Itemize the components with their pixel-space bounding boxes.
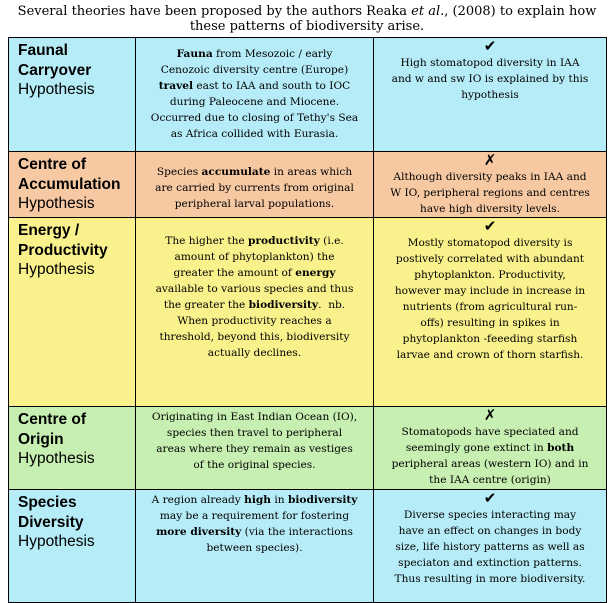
row-centre-of-accumulation [9, 152, 607, 218]
evidence-cell [374, 152, 607, 218]
description-cell [136, 38, 374, 152]
row-species-diversity [9, 490, 607, 603]
evidence-cell [374, 490, 607, 603]
description-text: A region already high in biodiversity may be a requirement for fostering more diversity (via the interactions between species). [151, 494, 358, 554]
hypothesis-name: Species Diversity Hypothesis [18, 494, 95, 550]
evidence-cell [374, 38, 607, 152]
description-text: Originating in East Indian Ocean (IO), species then travel to peripheral areas where they remain as vestiges of the original species. [151, 411, 358, 471]
check-mark-icon: ✔ [483, 489, 497, 507]
evidence-text: Diverse species interacting may have an effect on changes in body size, life history patterns as well as speciaton and extinction patterns. Thus resulting in more biodiversity. [394, 509, 586, 585]
hypothesis-name-cell [9, 490, 136, 603]
hypothesis-name-cell [9, 218, 136, 407]
cross-mark-icon: ✗ [483, 406, 497, 424]
description-text: The higher the productivity (i.e. amount of phytoplankton) the greater the amount of energy available to various species and thus the greater the biodiversity. nb. When productivity reaches a threshold, beyond this, biodiversity actually declines. [155, 235, 354, 359]
evidence-cell [374, 407, 607, 490]
row-centre-of-origin [9, 407, 607, 490]
hypothesis-name-cell [9, 38, 136, 152]
description-cell [136, 490, 374, 603]
description-text: Species accumulate in areas which are carried by currents from original peripheral larval populations. [155, 166, 354, 210]
hypotheses-table [8, 37, 607, 603]
hypothesis-name: Centre of Accumulation Hypothesis [18, 156, 121, 212]
evidence-text: High stomatopod diversity in IAA and w and sw IO is explained by this hypothesis [391, 57, 589, 101]
intro-text [0, 4, 614, 34]
evidence-text: Although diversity peaks in IAA and W IO, peripheral regions and centres have high diversity levels. [390, 171, 590, 215]
description-cell [136, 407, 374, 490]
hypothesis-name-cell [9, 407, 136, 490]
check-mark-icon: ✔ [483, 217, 497, 235]
hypothesis-name: Energy / Productivity Hypothesis [18, 222, 108, 278]
hypothesis-name-cell [9, 152, 136, 218]
check-mark-icon: ✔ [483, 37, 497, 55]
intro-line-1: Several theories have been proposed by the authors Reaka et al., (2008) to explain how [17, 4, 597, 19]
evidence-text: Stomatopods have speciated and seemingly gone extinct in both peripheral areas (western IO) and in the IAA centre (origin) [391, 426, 589, 486]
description-text: Fauna from Mesozoic / early Cenozoic diversity centre (Europe) travel east to IAA and south to IOC during Paleocene and Miocene. Occurred due to closing of Tethy's Sea as Africa collided with Eurasia. [150, 48, 359, 140]
hypothesis-name: Faunal Carryover Hypothesis [18, 42, 95, 98]
hypothesis-name: Centre of Origin Hypothesis [18, 411, 95, 467]
intro-line-2: these patterns of biodiversity arise. [189, 19, 425, 34]
row-faunal-carryover [9, 38, 607, 152]
description-cell [136, 218, 374, 407]
cross-mark-icon: ✗ [483, 151, 497, 169]
evidence-cell [374, 218, 607, 407]
description-cell [136, 152, 374, 218]
row-energy-productivity [9, 218, 607, 407]
evidence-text: Mostly stomatopod diversity is postively correlated with abundant phytoplankton. Productivity, however may include in increase in nutrients (from agricultural run- offs) resulting in spikes in phytoplankton -feeeding starfish larvae and crown of thorn starfish. [394, 237, 586, 361]
